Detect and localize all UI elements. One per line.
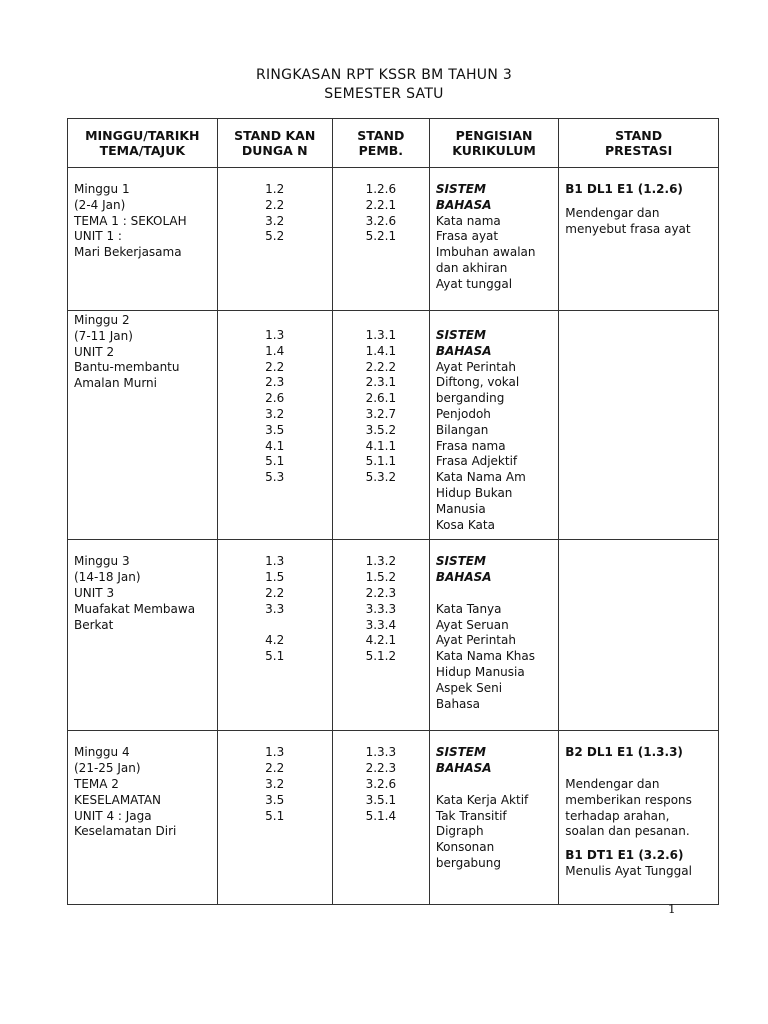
pemb-cell: 1.2.6 2.2.1 3.2.6 5.2.1	[332, 168, 429, 311]
pengisian-cell: SISTEM BAHASA Ayat Perintah Diftong, vokal berganding Penjodoh Bilangan Frasa nama Frasa Adjektif Kata Nama Am Hidup Bukan Manusia Kosa Kata	[429, 311, 558, 540]
header-minggu: MINGGU/TARIKH TEMA/TAJUK	[68, 119, 218, 168]
prestasi-cell: B2 DL1 E1 (1.3.3) Mendengar dan memberikan respons terhadap arahan, soalan dan pesanan. B1 DT1 E1 (3.2.6) Menulis Ayat Tunggal	[559, 731, 719, 905]
week-cell: Minggu 4 (21-25 Jan) TEMA 2 KESELAMATAN UNIT 4 : Jaga Keselamatan Diri	[68, 731, 218, 905]
rpt-table	[67, 118, 719, 905]
header-kandungan: STAND KANDUNGA N	[217, 119, 332, 168]
pengisian-cell: SISTEM BAHASA Kata nama Frasa ayat Imbuhan awalan dan akhiran Ayat tunggal	[429, 168, 558, 311]
pemb-cell: 1.3.1 1.4.1 2.2.2 2.3.1 2.6.1 3.2.7 3.5.2 4.1.1 5.1.1 5.3.2	[332, 311, 429, 540]
header-pengisian: PENGISIAN KURIKULUM	[429, 119, 558, 168]
document-title: RINGKASAN RPT KSSR BM TAHUN 3	[255, 67, 513, 83]
table-row	[68, 731, 719, 905]
pemb-cell: 1.3.2 1.5.2 2.2.3 3.3.3 3.3.4 4.2.1 5.1.2	[332, 540, 429, 731]
prestasi-cell	[559, 540, 719, 731]
kandungan-cell: 1.3 1.4 2.2 2.3 2.6 3.2 3.5 4.1 5.1 5.3	[217, 311, 332, 540]
table-row	[68, 311, 719, 540]
prestasi-cell: B1 DL1 E1 (1.2.6) Mendengar dan menyebut frasa ayat	[559, 168, 719, 311]
week-cell: Minggu 1 (2-4 Jan) TEMA 1 : SEKOLAH UNIT 1 : Mari Bekerjasama	[68, 168, 218, 311]
page-number: 1	[668, 902, 676, 916]
document-subtitle: SEMESTER SATU	[324, 86, 444, 102]
kandungan-cell: 1.3 1.5 2.2 3.3 4.2 5.1	[217, 540, 332, 731]
pengisian-cell: SISTEM BAHASA Kata Tanya Ayat Seruan Ayat Perintah Kata Nama Khas Hidup Manusia Aspek Seni Bahasa	[429, 540, 558, 731]
header-prestasi: STAND PRESTASI	[559, 119, 719, 168]
week-cell: Minggu 3 (14-18 Jan) UNIT 3 Muafakat Membawa Berkat	[68, 540, 218, 731]
pengisian-cell: SISTEM BAHASA Kata Kerja Aktif Tak Transitif Digraph Konsonan bergabung	[429, 731, 558, 905]
prestasi-cell	[559, 311, 719, 540]
header-pemb: STAND PEMB.	[332, 119, 429, 168]
table-row	[68, 540, 719, 731]
week-cell: Minggu 2 (7-11 Jan) UNIT 2 Bantu-membantu Amalan Murni	[68, 311, 218, 540]
table-row	[68, 168, 719, 311]
kandungan-cell: 1.3 2.2 3.2 3.5 5.1	[217, 731, 332, 905]
header-row	[68, 119, 719, 168]
kandungan-cell: 1.2 2.2 3.2 5.2	[217, 168, 332, 311]
pemb-cell: 1.3.3 2.2.3 3.2.6 3.5.1 5.1.4	[332, 731, 429, 905]
